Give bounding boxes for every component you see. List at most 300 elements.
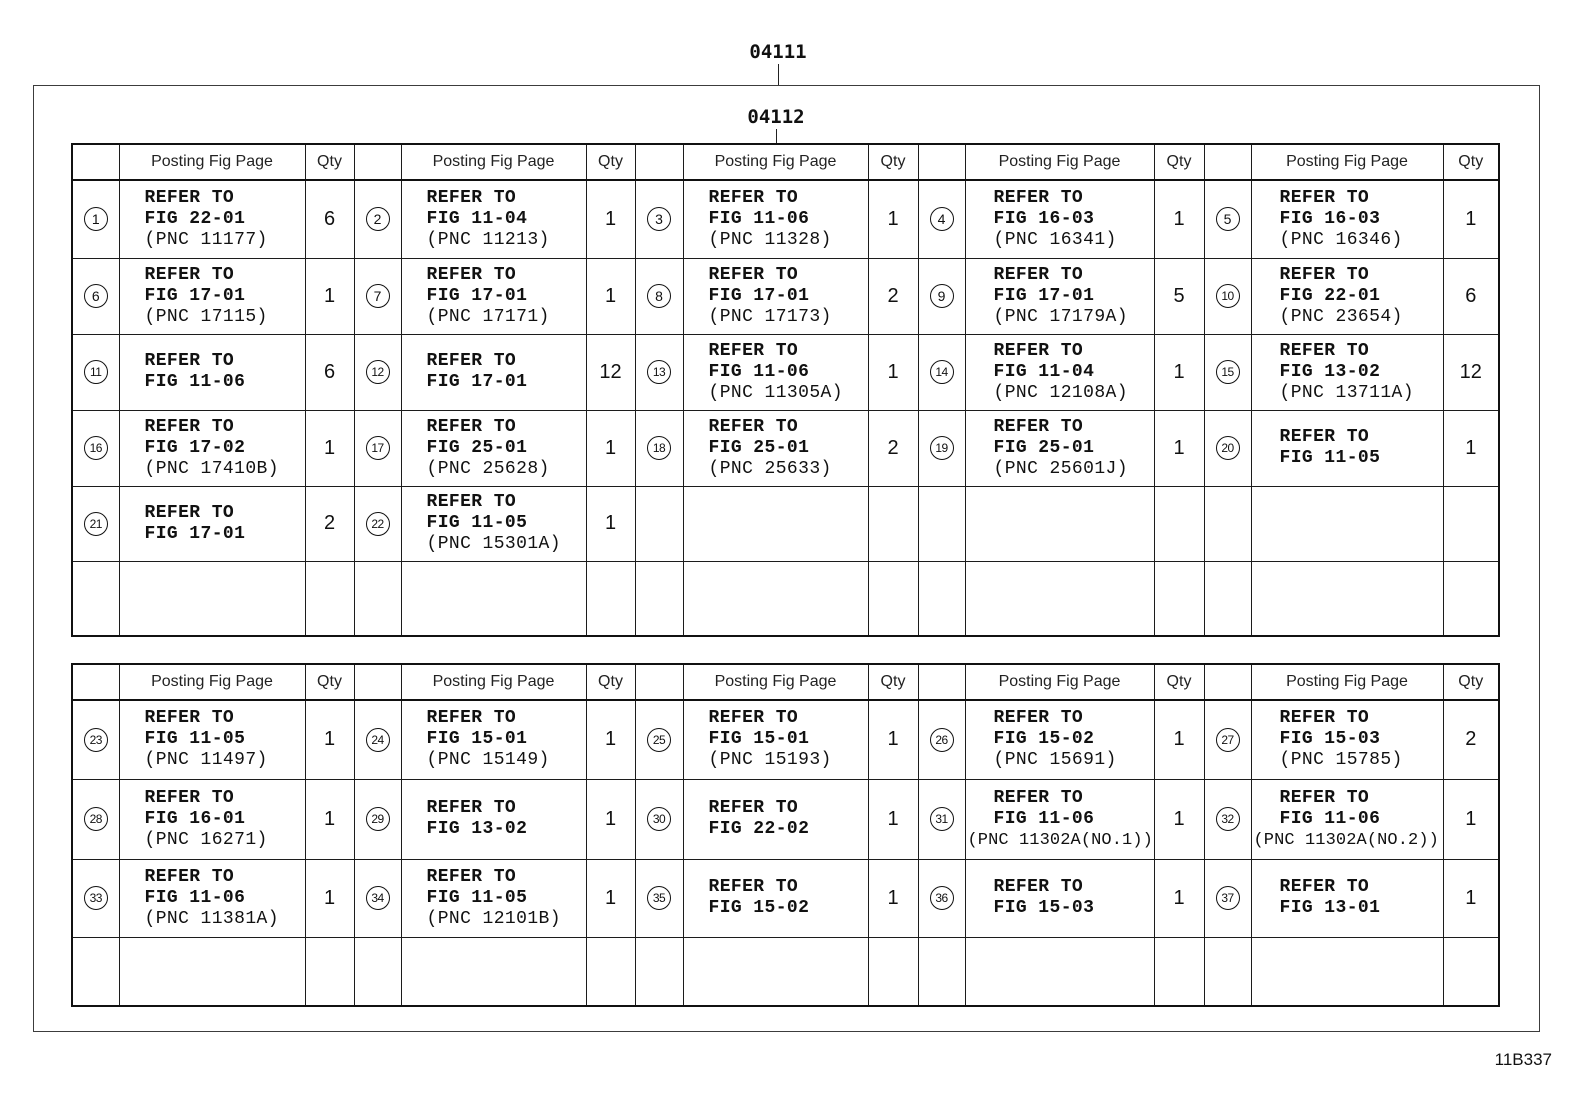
pnc-number: (PNC 11381A) xyxy=(144,908,279,929)
fig-number: FIG 11-04 xyxy=(426,208,528,229)
ref-number-cell xyxy=(1204,180,1251,258)
ref-number-callout[interactable]: 7 xyxy=(366,284,390,308)
fig-reference-link[interactable] xyxy=(709,265,868,328)
refer-to-label: REFER TO xyxy=(993,264,1084,285)
ref-number-cell xyxy=(635,937,683,1006)
ref-number-callout[interactable]: 33 xyxy=(84,886,108,910)
refer-to-label: REFER TO xyxy=(144,416,235,437)
fig-reference-link[interactable] xyxy=(994,708,1154,771)
ref-number-cell xyxy=(354,859,401,937)
qty-cell xyxy=(305,410,354,486)
posting-fig-page-header: Posting Fig Page xyxy=(119,144,305,180)
posting-fig-page-cell xyxy=(1251,410,1443,486)
qty-header: Qty xyxy=(868,144,918,180)
refer-to-label: REFER TO xyxy=(993,187,1084,208)
qty-header: Qty xyxy=(1443,664,1499,700)
ref-number-cell xyxy=(354,486,401,561)
ref-number-callout[interactable]: 14 xyxy=(930,360,954,384)
refer-to-label: REFER TO xyxy=(708,708,799,729)
posting-fig-page-cell xyxy=(119,561,305,636)
fig-number: FIG 17-01 xyxy=(708,285,810,306)
qty-cell xyxy=(868,180,918,258)
posting-fig-page-cell xyxy=(1251,937,1443,1006)
ref-number-cell xyxy=(1204,937,1251,1006)
fig-reference-link[interactable] xyxy=(994,417,1154,480)
ref-number-cell xyxy=(354,258,401,334)
ref-number-cell xyxy=(635,700,683,779)
qty-cell xyxy=(305,334,354,410)
fig-number: FIG 11-06 xyxy=(708,361,810,382)
pnc-number: (PNC 25628) xyxy=(426,458,550,479)
fig-number: FIG 17-01 xyxy=(144,523,246,544)
qty-value: 1 xyxy=(887,728,899,751)
posting-fig-page-cell xyxy=(119,410,305,486)
qty-value: 1 xyxy=(604,886,617,909)
fig-reference-link[interactable] xyxy=(427,265,586,328)
ref-number-callout[interactable]: 25 xyxy=(647,728,671,752)
fig-number: FIG 25-01 xyxy=(708,437,810,458)
fig-reference-link[interactable] xyxy=(709,341,868,404)
fig-number: FIG 11-05 xyxy=(426,513,528,533)
fig-reference-link[interactable] xyxy=(427,492,586,555)
qty-cell xyxy=(868,486,918,561)
fig-number: FIG 17-01 xyxy=(426,372,528,392)
ref-number-cell xyxy=(918,410,965,486)
pnc-number: (PNC 16271) xyxy=(144,829,268,850)
fig-number: FIG 17-02 xyxy=(144,437,246,458)
qty-value: 1 xyxy=(604,807,617,830)
posting-fig-page-cell xyxy=(119,859,305,937)
pnc-number: (PNC 17410B) xyxy=(144,458,279,479)
fig-number: FIG 22-01 xyxy=(1279,285,1381,306)
table-row xyxy=(72,180,1499,258)
refer-to-label: REFER TO xyxy=(144,351,235,371)
refer-to-label: REFER TO xyxy=(708,798,799,818)
qty-cell xyxy=(1443,258,1499,334)
ref-number-callout[interactable]: 5 xyxy=(1216,207,1240,231)
refer-to-label: REFER TO xyxy=(426,798,517,818)
qty-value: 2 xyxy=(887,436,899,459)
qty-cell xyxy=(1154,334,1204,410)
fig-number: FIG 11-06 xyxy=(144,372,246,392)
table-row xyxy=(72,486,1499,561)
qty-cell xyxy=(586,937,635,1006)
refer-to-label: REFER TO xyxy=(144,264,235,285)
qty-header: Qty xyxy=(1443,144,1499,180)
ref-number-cell xyxy=(918,937,965,1006)
header-row xyxy=(72,144,1499,180)
ref-number-callout[interactable]: 11 xyxy=(84,360,108,384)
ref-number-cell xyxy=(918,700,965,779)
ref-number-callout[interactable]: 28 xyxy=(84,807,108,831)
qty-cell xyxy=(586,779,635,859)
fig-reference-link[interactable] xyxy=(994,341,1154,404)
ref-number-callout[interactable]: 27 xyxy=(1216,728,1240,752)
ref-number-cell xyxy=(635,180,683,258)
pnc-number: (PNC 25633) xyxy=(708,458,832,479)
fig-number: FIG 16-01 xyxy=(144,808,246,829)
qty-value: 1 xyxy=(323,807,336,830)
table-row xyxy=(72,410,1499,486)
refer-to-label: REFER TO xyxy=(993,708,1084,729)
fig-reference-link[interactable] xyxy=(1280,188,1443,251)
qty-cell xyxy=(305,937,354,1006)
qty-cell xyxy=(305,700,354,779)
fig-reference-link[interactable] xyxy=(427,417,586,480)
ref-number-callout[interactable]: 6 xyxy=(84,284,108,308)
fig-reference-link[interactable] xyxy=(427,867,586,930)
qty-cell xyxy=(1443,486,1499,561)
ref-number-cell xyxy=(354,779,401,859)
qty-value: 1 xyxy=(1173,886,1185,909)
fig-reference-link[interactable] xyxy=(427,188,586,251)
pnc-number: (PNC 17179A) xyxy=(993,306,1128,327)
table-row xyxy=(72,700,1499,779)
fig-reference-link[interactable] xyxy=(145,188,305,251)
qty-value: 1 xyxy=(604,512,617,534)
qty-cell xyxy=(1443,334,1499,410)
fig-reference-link[interactable] xyxy=(427,708,586,771)
qty-cell xyxy=(305,561,354,636)
table-row xyxy=(72,937,1499,1006)
posting-fig-page-cell xyxy=(119,258,305,334)
ref-number-cell xyxy=(635,859,683,937)
qty-cell xyxy=(305,180,354,258)
pnc-number: (PNC 11305A) xyxy=(708,382,843,403)
qty-cell xyxy=(586,334,635,410)
qty-cell xyxy=(1443,561,1499,636)
qty-value: 1 xyxy=(323,436,336,459)
ref-number-callout[interactable]: 13 xyxy=(647,360,671,384)
fig-reference-link[interactable] xyxy=(1280,341,1443,404)
qty-cell xyxy=(1443,859,1499,937)
fig-number: FIG 11-06 xyxy=(144,887,246,908)
fig-reference-link[interactable] xyxy=(709,877,868,919)
ref-number-callout[interactable]: 37 xyxy=(1216,886,1240,910)
posting-fig-page-cell xyxy=(401,700,586,779)
qty-cell xyxy=(1443,937,1499,1006)
posting-fig-page-cell xyxy=(119,937,305,1006)
table-row xyxy=(72,779,1499,859)
qty-value: 1 xyxy=(1465,207,1477,230)
pnc-number: (PNC 23654) xyxy=(1279,306,1403,327)
fig-reference-link[interactable] xyxy=(145,503,305,545)
ref-number-cell xyxy=(72,779,119,859)
ref-number-callout[interactable]: 20 xyxy=(1216,436,1240,460)
qty-value: 12 xyxy=(1459,360,1482,383)
posting-fig-page-cell xyxy=(965,334,1154,410)
posting-fig-page-cell xyxy=(401,486,586,561)
qty-header: Qty xyxy=(868,664,918,700)
posting-fig-page-cell xyxy=(965,937,1154,1006)
pnc-number: (PNC 11177) xyxy=(144,229,268,250)
posting-fig-page-header: Posting Fig Page xyxy=(1251,664,1443,700)
qty-value: 1 xyxy=(887,360,899,383)
ref-number-cell xyxy=(72,334,119,410)
qty-cell xyxy=(305,486,354,561)
ref-number-callout[interactable]: 19 xyxy=(930,436,954,460)
qty-cell xyxy=(586,859,635,937)
pnc-number: (PNC 11302A(NO.2)) xyxy=(1253,830,1439,850)
pnc-number: (PNC 11213) xyxy=(426,229,550,250)
ref-number-callout[interactable]: 22 xyxy=(366,512,390,536)
ref-number-callout[interactable]: 16 xyxy=(84,436,108,460)
qty-value: 2 xyxy=(1465,728,1477,751)
qty-value: 1 xyxy=(1465,436,1477,459)
posting-fig-page-cell xyxy=(683,334,868,410)
qty-cell xyxy=(1443,700,1499,779)
qty-value: 6 xyxy=(1465,284,1477,307)
ref-number-header xyxy=(354,664,401,700)
fig-reference-link[interactable] xyxy=(1280,877,1443,919)
qty-cell xyxy=(1154,700,1204,779)
fig-reference-link[interactable] xyxy=(145,867,305,930)
fig-reference-link[interactable] xyxy=(1280,265,1443,328)
header-row xyxy=(72,664,1499,700)
ref-number-callout[interactable]: 4 xyxy=(930,207,954,231)
ref-number-callout[interactable]: 17 xyxy=(366,436,390,460)
posting-fig-page-cell xyxy=(119,486,305,561)
qty-value: 1 xyxy=(1465,807,1477,830)
ref-number-cell xyxy=(1204,859,1251,937)
assembly-ref-number: 04111 xyxy=(749,41,807,63)
ref-number-cell xyxy=(354,937,401,1006)
refer-to-label: REFER TO xyxy=(1279,877,1370,897)
fig-reference-link[interactable] xyxy=(145,351,305,393)
qty-value: 1 xyxy=(887,207,899,230)
posting-fig-page-header: Posting Fig Page xyxy=(965,664,1154,700)
qty-value: 1 xyxy=(1173,360,1185,383)
posting-fig-page-header: Posting Fig Page xyxy=(401,664,586,700)
posting-fig-page-cell xyxy=(401,180,586,258)
posting-fig-page-cell xyxy=(683,486,868,561)
qty-cell xyxy=(1154,180,1204,258)
ref-number-cell xyxy=(354,561,401,636)
qty-cell xyxy=(305,779,354,859)
ref-number-cell xyxy=(635,410,683,486)
fig-number: FIG 17-01 xyxy=(144,285,246,306)
ref-number-cell xyxy=(1204,486,1251,561)
fig-number: FIG 11-05 xyxy=(426,887,528,908)
qty-cell xyxy=(305,859,354,937)
posting-fig-page-cell xyxy=(119,334,305,410)
ref-number-callout[interactable]: 26 xyxy=(930,728,954,752)
pnc-number: (PNC 25601J) xyxy=(993,458,1128,479)
fig-number: FIG 17-01 xyxy=(426,285,528,306)
pnc-number: (PNC 15785) xyxy=(1279,750,1403,771)
ref-number-cell xyxy=(918,779,965,859)
ref-number-cell xyxy=(72,258,119,334)
ref-number-cell xyxy=(354,410,401,486)
qty-value: 1 xyxy=(604,284,617,307)
ref-number-callout[interactable]: 23 xyxy=(84,728,108,752)
posting-fig-page-cell xyxy=(965,779,1154,859)
qty-value: 1 xyxy=(604,436,617,459)
refer-to-label: REFER TO xyxy=(708,340,799,361)
assembly-leader-line xyxy=(778,64,779,85)
ref-number-cell xyxy=(635,334,683,410)
ref-number-cell xyxy=(72,410,119,486)
pnc-number: (PNC 12108A) xyxy=(993,382,1128,403)
fig-reference-link[interactable] xyxy=(145,788,305,851)
ref-number-header xyxy=(635,144,683,180)
qty-cell xyxy=(1154,486,1204,561)
posting-fig-page-cell xyxy=(401,937,586,1006)
qty-cell xyxy=(1154,410,1204,486)
pnc-number: (PNC 13711A) xyxy=(1279,382,1414,403)
fig-reference-link[interactable] xyxy=(427,351,586,393)
ref-number-callout[interactable]: 9 xyxy=(930,284,954,308)
qty-header: Qty xyxy=(1154,144,1204,180)
table-row xyxy=(72,859,1499,937)
qty-value: 6 xyxy=(323,207,336,230)
fig-reference-link[interactable] xyxy=(709,708,868,771)
qty-value: 1 xyxy=(1465,886,1477,909)
pnc-number: (PNC 11302A(NO.1)) xyxy=(967,830,1153,850)
qty-cell xyxy=(586,700,635,779)
pnc-number: (PNC 11497) xyxy=(144,750,268,771)
posting-fig-page-cell xyxy=(683,180,868,258)
qty-value: 1 xyxy=(1173,436,1185,459)
qty-header: Qty xyxy=(305,664,354,700)
qty-value: 5 xyxy=(1173,284,1185,307)
qty-value: 2 xyxy=(887,284,899,307)
ref-number-cell xyxy=(1204,258,1251,334)
qty-value: 1 xyxy=(323,728,336,751)
refer-to-label: REFER TO xyxy=(1279,427,1370,447)
ref-number-cell xyxy=(918,859,965,937)
qty-header: Qty xyxy=(1154,664,1204,700)
ref-number-callout[interactable]: 8 xyxy=(647,284,671,308)
ref-number-cell xyxy=(918,561,965,636)
ref-number-cell xyxy=(72,859,119,937)
refer-to-label: REFER TO xyxy=(426,708,517,729)
ref-number-callout[interactable]: 12 xyxy=(366,360,390,384)
table-row xyxy=(72,561,1499,636)
posting-fig-page-cell xyxy=(119,180,305,258)
refer-to-label: REFER TO xyxy=(993,340,1084,361)
qty-cell xyxy=(868,561,918,636)
fig-number: FIG 15-01 xyxy=(426,729,528,750)
ref-number-header xyxy=(1204,664,1251,700)
ref-number-cell xyxy=(72,561,119,636)
ref-number-callout[interactable]: 10 xyxy=(1216,284,1240,308)
fig-reference-link[interactable] xyxy=(994,877,1154,919)
ref-number-callout[interactable]: 2 xyxy=(366,207,390,231)
ref-number-callout[interactable]: 24 xyxy=(366,728,390,752)
posting-fig-page-cell xyxy=(401,561,586,636)
fig-number: FIG 25-01 xyxy=(993,437,1095,458)
ref-number-cell xyxy=(635,486,683,561)
fig-reference-link[interactable] xyxy=(709,798,868,840)
fig-number: FIG 15-03 xyxy=(993,898,1095,918)
figure-id: 11B337 xyxy=(1494,1050,1552,1069)
fig-reference-link[interactable] xyxy=(709,417,868,480)
fig-reference-link[interactable] xyxy=(967,787,1154,851)
qty-cell xyxy=(1154,859,1204,937)
ref-number-callout[interactable]: 1 xyxy=(84,207,108,231)
refer-to-label: REFER TO xyxy=(144,187,235,208)
fig-reference-link[interactable] xyxy=(1280,708,1443,771)
refer-to-label: REFER TO xyxy=(1279,708,1370,729)
posting-fig-page-cell xyxy=(1251,180,1443,258)
ref-number-callout[interactable]: 3 xyxy=(647,207,671,231)
qty-cell xyxy=(586,486,635,561)
fig-reference-link[interactable] xyxy=(145,265,305,328)
ref-number-cell xyxy=(1204,334,1251,410)
posting-fig-page-cell xyxy=(1251,334,1443,410)
fig-reference-link[interactable] xyxy=(1253,787,1443,851)
refer-to-label: REFER TO xyxy=(144,502,235,523)
posting-fig-page-cell xyxy=(1251,779,1443,859)
fig-number: FIG 11-05 xyxy=(144,729,246,750)
qty-cell xyxy=(1443,180,1499,258)
fig-reference-link[interactable] xyxy=(145,708,305,771)
ref-number-header xyxy=(354,144,401,180)
qty-header: Qty xyxy=(586,144,635,180)
qty-value: 1 xyxy=(1173,807,1185,830)
ref-number-cell xyxy=(635,561,683,636)
qty-cell xyxy=(868,258,918,334)
ref-number-cell xyxy=(354,334,401,410)
ref-number-callout[interactable]: 18 xyxy=(647,436,671,460)
refer-to-label: REFER TO xyxy=(708,187,799,208)
ref-number-cell xyxy=(918,486,965,561)
posting-fig-page-cell xyxy=(683,859,868,937)
ref-number-callout[interactable]: 29 xyxy=(366,807,390,831)
refer-to-label: REFER TO xyxy=(993,877,1084,897)
ref-number-callout[interactable]: 35 xyxy=(647,886,671,910)
posting-fig-page-cell xyxy=(401,779,586,859)
fig-number: FIG 11-06 xyxy=(993,808,1095,829)
qty-value: 1 xyxy=(323,284,336,307)
fig-reference-link[interactable] xyxy=(994,188,1154,251)
ref-number-callout[interactable]: 30 xyxy=(647,807,671,831)
fig-reference-link[interactable] xyxy=(709,188,868,251)
fig-number: FIG 13-02 xyxy=(426,819,528,839)
posting-fig-page-cell xyxy=(965,561,1154,636)
ref-number-callout[interactable]: 32 xyxy=(1216,807,1240,831)
posting-fig-page-cell xyxy=(965,859,1154,937)
table-row xyxy=(72,258,1499,334)
ref-number-callout[interactable]: 15 xyxy=(1216,360,1240,384)
fig-number: FIG 11-04 xyxy=(993,361,1095,382)
ref-number-callout[interactable]: 34 xyxy=(366,886,390,910)
fig-number: FIG 22-02 xyxy=(708,819,810,839)
ref-number-cell xyxy=(918,334,965,410)
pnc-number: (PNC 15301A) xyxy=(426,534,561,554)
qty-cell xyxy=(1154,779,1204,859)
pnc-number: (PNC 12101B) xyxy=(426,908,561,929)
qty-cell xyxy=(1154,561,1204,636)
fig-reference-link[interactable] xyxy=(994,265,1154,328)
fig-number: FIG 22-01 xyxy=(144,208,246,229)
qty-value: 2 xyxy=(323,512,336,534)
ref-number-cell xyxy=(918,258,965,334)
pnc-number: (PNC 15691) xyxy=(993,750,1117,771)
subassembly-leader-line xyxy=(776,129,777,143)
fig-reference-link[interactable] xyxy=(427,798,586,840)
qty-value: 6 xyxy=(323,360,336,383)
posting-fig-page-cell xyxy=(683,700,868,779)
ref-number-callout[interactable]: 21 xyxy=(84,512,108,536)
fig-reference-link[interactable] xyxy=(145,417,305,480)
ref-number-callout[interactable]: 31 xyxy=(930,807,954,831)
qty-cell xyxy=(586,410,635,486)
pnc-number: (PNC 16341) xyxy=(993,229,1117,250)
ref-number-callout[interactable]: 36 xyxy=(930,886,954,910)
fig-reference-link[interactable] xyxy=(1280,427,1443,469)
